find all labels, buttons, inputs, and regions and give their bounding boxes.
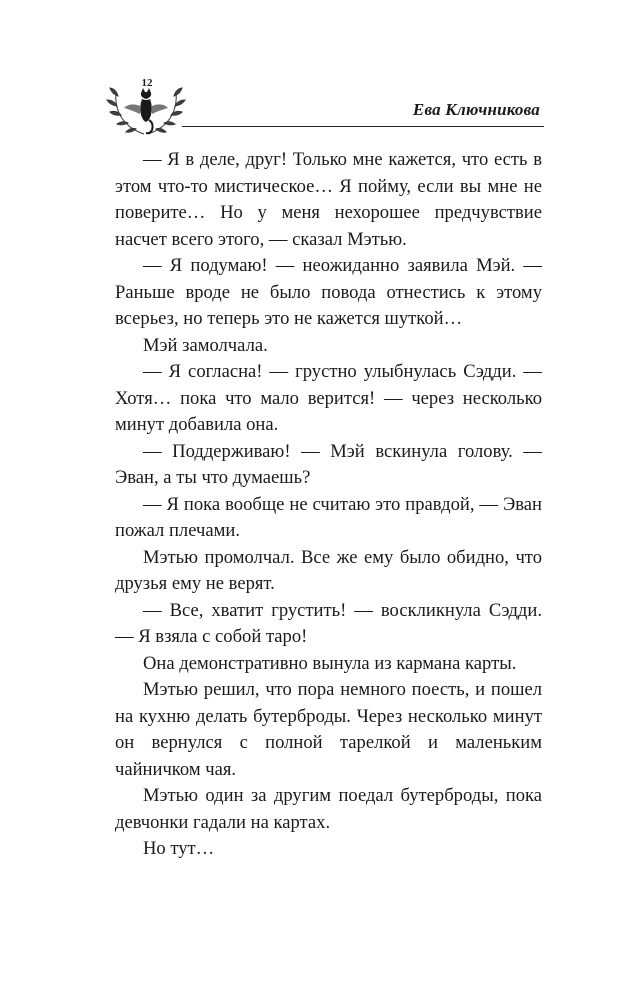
paragraph: Но тут…: [143, 838, 215, 859]
paragraph: — Поддерживаю! — Мэй вскинула голову. — Эван, а ты что думаешь?: [115, 440, 542, 488]
body-text: [115, 147, 542, 863]
paragraph: Мэтью решил, что пора немного поесть, и пошел на кухню делать бутерброды. Через несколько минут он вернулся с полной тарелкой и маленьким чайничком чая.: [115, 679, 542, 780]
cat-wreath-emblem-icon: [104, 66, 188, 140]
paragraph: — Я подумаю! — неожиданно заявила Мэй. — Раньше вроде не было повода отнестись к этому всерьез, но теперь это не кажется шуткой…: [115, 255, 542, 329]
paragraph: Мэтью один за другим поедал бутерброды, пока девчонки гадали на картах.: [115, 785, 542, 833]
paragraph: Мэй замолчала.: [143, 334, 268, 356]
paragraph: — Я пока вообще не считаю это правдой, — Эван пожал плечами.: [115, 493, 542, 541]
page-number: 12: [141, 77, 153, 89]
header-rule: [182, 126, 544, 127]
running-header: [104, 66, 544, 142]
paragraph: Она демонстративно вынула из кармана карты.: [143, 652, 517, 674]
paragraph: Мэтью промолчал. Все же ему было обидно, что друзья ему не верят.: [115, 546, 542, 594]
author-name: Ева Ключникова: [412, 100, 540, 119]
paragraph: — Все, хватит грустить! — воскликнула Сэдди. — Я взяла с собой таро!: [115, 599, 542, 647]
paragraph: — Я в деле, друг! Только мне кажется, что есть в этом что-то мистическое… Я пойму, если вы мне не поверите… Но у меня нехорошее предчувствие насчет всего этого, — сказал Мэтью.: [115, 149, 542, 250]
paragraph: — Я согласна! — грустно улыбнулась Сэдди. — Хотя… пока что мало верится! — через несколько минут добавила она.: [115, 361, 542, 435]
